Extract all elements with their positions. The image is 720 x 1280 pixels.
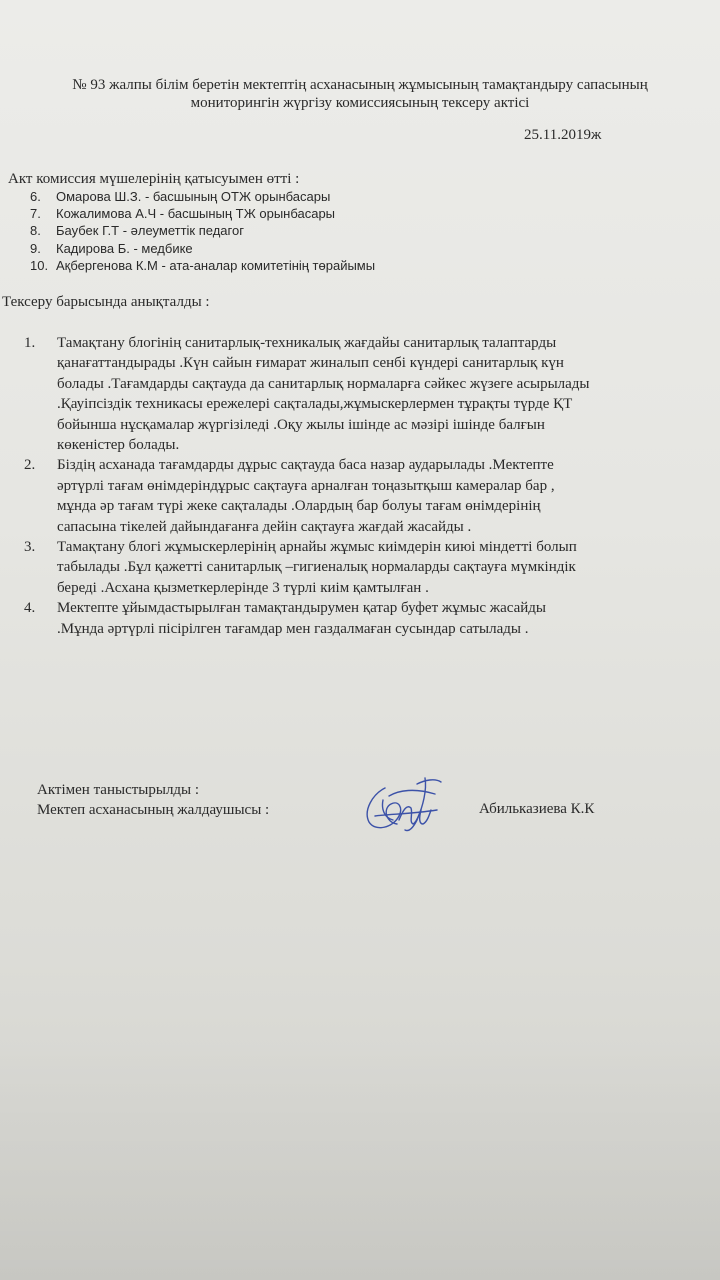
finding-number: 4. (24, 600, 36, 617)
finding-line: .Қауіпсіздік техникасы ережелері сақталады,жұмыскерлермен тұрақты түрде ҚТ (57, 396, 573, 413)
acknowledged-label: Актімен таныстырылды : (37, 782, 200, 798)
document-title (0, 76, 720, 112)
finding-line: береді .Асхана қызметкерлерінде 3 түрлі киім қамтылған . (57, 579, 429, 596)
finding-line: Тамақтану блогінің санитарлық-техникалық жағдайы санитарлық талаптарды (57, 335, 557, 351)
finding-line: әртүрлі тағам өнімдеріндұрыс сақтауға арналған тоңазытқыш камералар бар , (57, 477, 555, 494)
member-item (30, 257, 375, 274)
member-text: Кадирова Б. - медбике (56, 240, 193, 256)
finding-number: 2. (24, 457, 36, 474)
member-item (30, 188, 375, 205)
member-text: Ақбергенова К.М - ата-аналар комитетінің төрайымы (56, 257, 376, 273)
finding-line: .Мұнда әртүрлі пісірілген тағамдар мен газдалмаған сусындар сатылады . (57, 620, 529, 637)
signature-block (37, 780, 269, 820)
finding-item (20, 598, 710, 639)
member-number: 6. (30, 189, 41, 204)
member-number: 7. (30, 206, 41, 222)
finding-number: 1. (24, 335, 36, 351)
member-item (30, 205, 375, 222)
member-text: Омарова Ш.З. - басшының ОТЖ орынбасары (56, 189, 331, 204)
finding-line: көкеністер болады. (57, 437, 180, 454)
member-number: 10. (30, 257, 49, 273)
finding-line: мұнда әр тағам түрі жеке сақталады .Олардың бар болуы тағам өнімдерінің (57, 498, 541, 515)
finding-number: 3. (24, 539, 36, 556)
member-number: 9. (30, 240, 41, 256)
member-text: Баубек Г.Т - әлеуметтік педагог (56, 223, 244, 239)
signer-name: Абильказиева К.К (479, 801, 595, 817)
act-intro: Акт комиссия мүшелерінің қатысуымен өтті : (8, 171, 300, 187)
paper-shadow (0, 1040, 720, 1280)
finding-line: қанағаттандырады .Күн сайын ғимарат жиналып сенбі күндері санитарлық күн (57, 355, 564, 372)
finding-item (20, 455, 710, 537)
title-line-1: № 93 жалпы білім беретін мектептің асханасының жұмысының тамақтандыру сапасының (72, 77, 648, 93)
title-line-2: мониторингін жүргізу комиссиясының тексеру актісі (190, 95, 530, 111)
finding-line: Біздің асханада тағамдарды дұрыс сақтауда баса назар аударылады .Мектепте (57, 457, 554, 474)
findings-heading: Тексеру барысында анықталды : (2, 294, 210, 310)
members-list (30, 188, 375, 274)
findings-list (20, 333, 710, 639)
finding-line: бойынша нұсқамалар жүргізіледі .Оқу жылы ішінде ас мәзірі ішінде балғын (57, 416, 545, 433)
member-item (30, 240, 375, 257)
finding-line: табылады .Бұл қажетті санитарлық –гигиеналық нормаларды сақтауға мүмкіндік (57, 559, 576, 576)
finding-line: сапасына тікелей дайындағанға дейін сақтауға жағдай жасайды . (57, 518, 472, 535)
finding-item (20, 537, 710, 598)
finding-line: Мектепте ұйымдастырылған тамақтандырумен қатар буфет жұмыс жасайды (57, 600, 546, 617)
signer-role: Мектеп асханасының жалдаушысы : (37, 802, 270, 818)
document-date: 25.11.2019ж (524, 127, 602, 143)
finding-item (20, 333, 710, 455)
member-text: Кожалимова А.Ч - басшының ТЖ орынбасары (56, 206, 336, 222)
finding-line: болады .Тағамдарды сақтауда да санитарлық нормаларға сәйкес жүзеге асырылады (57, 375, 590, 392)
finding-line: Тамақтану блогі жұмыскерлерінің арнайы жұмыс киімдерін киюі міндетті болып (57, 539, 577, 556)
member-item (30, 222, 375, 239)
member-number: 8. (30, 223, 41, 239)
handwritten-signature (355, 770, 455, 840)
